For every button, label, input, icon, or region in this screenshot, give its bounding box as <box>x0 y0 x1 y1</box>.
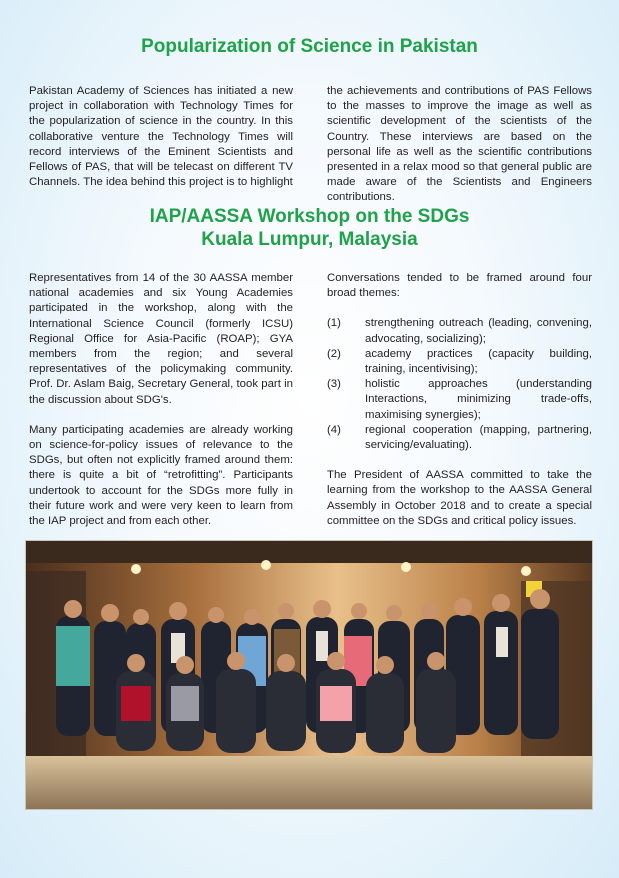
section2-right-paragraph-2: The President of AASSA committed to take the learning from the workshop to the AASSA General Assembly in October 2018 and to create a special committee on the SDGs and critical policy issues. <box>327 469 592 527</box>
section2-title-line1: IAP/AASSA Workshop on the SDGs <box>149 206 470 227</box>
theme-number: (2) <box>327 347 341 360</box>
section2-title <box>0 205 619 251</box>
theme-text: regional cooperation (mapping, partnering, servicing/evaluating). <box>365 423 592 452</box>
section2-left-paragraph-1: Representatives from 14 of the 30 AASSA member national academies and six Young Academies participated in the workshop, along with the International Science Council (formerly ICSU) Regional Office for Asia-Pacific (ROAP); GYA members from the region; and several representatives of the policymaking community. Prof. Dr. Aslam Baig, Secretary General, took part in the discussion about SDG's. <box>29 272 293 406</box>
theme-item <box>327 347 592 377</box>
theme-number: (3) <box>327 378 341 391</box>
group-photo <box>25 540 593 810</box>
theme-text: holistic approaches (understanding Interactions, minimizing trade-offs, maximising synergies); <box>365 378 592 421</box>
theme-item <box>327 377 592 423</box>
theme-number: (4) <box>327 423 341 436</box>
section2-title-line2: Kuala Lumpur, Malaysia <box>201 229 418 250</box>
theme-item <box>327 423 592 453</box>
section2-left-column <box>29 271 293 529</box>
group-photo-illustration <box>26 541 592 809</box>
theme-item <box>327 316 592 346</box>
section2-right-column <box>327 271 592 529</box>
theme-text: strengthening outreach (leading, convening, advocating, socializing); <box>365 317 592 345</box>
section2-left-paragraph-2: Many participating academies are already working on science-for-policy issues of relevance to the SDGs, but often not explicitly framed around them: there is quite a bit of “retrofitting”. Participants undertook to account for the SDGs more fully in their future work and were very keen to learn from the IAP project and from each other. <box>29 423 293 528</box>
theme-text: academy practices (capacity building, training, incentivising); <box>365 347 592 376</box>
section2-right-intro: Conversations tended to be framed around four broad themes: <box>327 272 592 300</box>
section1-right-column <box>327 84 592 206</box>
themes-list <box>327 316 592 453</box>
theme-number: (1) <box>327 317 341 330</box>
section1-right-text: the achievements and contributions of PAS Fellows to the masses to improve the image as well as scientific development of the scientists of the Country. These interviews are based on the personal life as well as the scientific contributions presented in a relax mood so that general public are made aware of the Scientists and Engineers contributions. <box>327 85 592 204</box>
section1-left-column <box>29 84 293 190</box>
section1-title: Popularization of Science in Pakistan <box>141 36 478 57</box>
section1-left-text: Pakistan Academy of Sciences has initiated a new project in collaboration with Technology Times for the popularization of science in the country. In this collaborative venture the Technology Times will record interviews of the Eminent Scientists and Fellows of PAS, that will be telecast on different TV Channels. The idea behind this project is to highlight <box>29 85 293 189</box>
